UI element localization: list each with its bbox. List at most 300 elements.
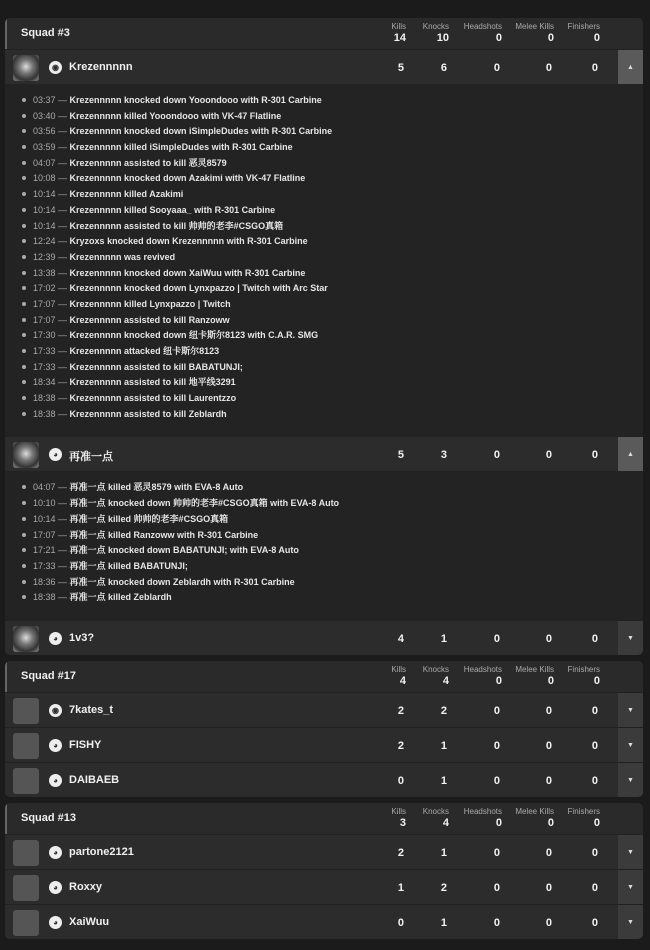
stat-value: 0 <box>493 62 500 74</box>
stat-value: 0 <box>493 846 500 859</box>
player-stats <box>370 870 598 904</box>
squad-stat <box>372 661 406 692</box>
caret-down-icon: ▼ <box>627 848 634 856</box>
collapse-button[interactable] <box>618 50 643 84</box>
stat-value: 0 <box>591 62 598 74</box>
player-stat <box>447 50 500 84</box>
squad-stat <box>406 803 449 834</box>
event-time: 17:33 <box>33 560 56 571</box>
stat-value: 0 <box>397 774 404 787</box>
event-time: 10:10 <box>33 498 56 509</box>
squad-stat <box>554 803 600 834</box>
event-item: 17:33 — 再准一点 killed BABATUNJI; <box>5 561 643 577</box>
player-row[interactable] <box>5 727 643 762</box>
player-stat <box>447 621 500 655</box>
event-text: Krezennnnn assisted to kill Zeblardh <box>69 408 227 419</box>
player-stat <box>370 870 404 904</box>
stat-value: 4 <box>397 632 404 645</box>
player-stat <box>552 621 598 655</box>
squad-stat <box>502 661 554 692</box>
player-row[interactable] <box>5 869 643 904</box>
event-text: 再准一点 killed Ranzoww with R-301 Carbine <box>69 529 259 540</box>
stat-value: 0 <box>493 774 500 787</box>
stat-label: Melee Kills <box>515 664 554 674</box>
event-time: 18:38 <box>33 393 56 404</box>
stat-value: 0 <box>495 674 502 687</box>
event-time: 10:14 <box>33 513 56 524</box>
avatar <box>13 733 39 759</box>
stat-value: 0 <box>591 846 598 859</box>
player-stat <box>500 728 552 762</box>
squad-card <box>5 661 643 797</box>
event-text: Krezennnnn knocked down Yooondooo with R-301 Carbine <box>69 95 322 105</box>
event-text: Krezennnnn assisted to kill BABATUNJI; <box>69 361 243 372</box>
match-squads <box>5 18 643 945</box>
stat-value: 0 <box>591 774 598 787</box>
event-text: Krezennnnn assisted to kill Laurentzzo <box>69 393 237 404</box>
event-text: Krezennnnn knocked down XaiWuu with R-301 Carbine <box>69 267 306 278</box>
player-stat <box>447 905 500 939</box>
event-time: 18:34 <box>33 377 56 388</box>
caret-down-icon: ▼ <box>627 706 634 714</box>
squad-stat <box>449 803 502 834</box>
avatar <box>13 910 39 936</box>
squad-stat <box>449 661 502 692</box>
player-stats <box>370 763 598 797</box>
player-stat <box>447 835 500 869</box>
stat-value: 4 <box>399 674 406 687</box>
squad-stat <box>372 803 406 834</box>
event-item: 12:39 — Krezennnnn was revived <box>5 252 643 268</box>
event-item: 10:10 — 再准一点 knocked down 帅帅的老李#CSGO真箱 with EVA-8 Auto <box>5 498 643 514</box>
player-row[interactable] <box>5 762 643 797</box>
player-row[interactable] <box>5 620 643 655</box>
steam-icon: ◕ <box>49 448 62 461</box>
avatar <box>13 626 39 652</box>
stat-value: 0 <box>545 774 552 787</box>
squad-stats <box>372 18 600 49</box>
stat-value: 2 <box>397 704 404 717</box>
event-item: 10:14 — Krezennnnn killed Sooyaaa_ with R-301 Carbine <box>5 205 643 221</box>
player-name: partone2121 <box>69 845 134 858</box>
expand-button[interactable] <box>618 870 643 904</box>
event-item: 03:59 — Krezennnnn killed iSimpleDudes with R-301 Carbine <box>5 142 643 158</box>
stat-value: 0 <box>547 32 554 44</box>
stat-value: 0 <box>545 704 552 717</box>
player-name: Krezennnnn <box>69 61 133 73</box>
squad-card <box>5 803 643 939</box>
event-item: 17:07 — Krezennnnn killed Lynxpazzo | Twitch <box>5 299 643 315</box>
avatar <box>13 840 39 866</box>
player-row[interactable] <box>5 692 643 727</box>
event-time: 12:24 <box>33 236 56 247</box>
player-stat <box>500 621 552 655</box>
avatar <box>13 55 39 81</box>
stat-value: 3 <box>440 449 447 462</box>
stat-label: Finishers <box>567 22 600 31</box>
stat-label: Knocks <box>422 806 449 816</box>
steam-icon: ◕ <box>49 846 62 859</box>
player-name: DAIBAEB <box>69 773 120 786</box>
event-item: 17:21 — 再准一点 knocked down BABATUNJI; with EVA-8 Auto <box>5 545 643 561</box>
event-time: 10:14 <box>33 204 56 215</box>
event-item: 17:30 — Krezennnnn knocked down 纽卡斯尔8123 with C.A.R. SMG <box>5 330 643 346</box>
player-stats <box>370 728 598 762</box>
event-item: 13:38 — Krezennnnn knocked down XaiWuu with R-301 Carbine <box>5 268 643 284</box>
squad-stat <box>406 18 449 49</box>
player-stat <box>500 437 552 471</box>
caret-up-icon: ▲ <box>627 64 634 71</box>
stat-label: Kills <box>391 22 406 31</box>
event-time: 18:38 <box>33 408 56 419</box>
player-row[interactable] <box>5 436 643 471</box>
event-text: Krezennnnn assisted to kill Ranzoww <box>69 314 230 325</box>
player-stat <box>500 835 552 869</box>
event-item: 10:08 — Krezennnnn knocked down Azakimi with VK-47 Flatline <box>5 173 643 189</box>
event-time: 03:40 <box>33 110 56 121</box>
stat-label: Knocks <box>422 22 449 31</box>
stat-value: 2 <box>440 881 447 894</box>
event-time: 03:56 <box>33 126 56 137</box>
stat-value: 0 <box>593 674 600 687</box>
squad-stats <box>372 661 600 692</box>
stat-value: 0 <box>545 62 552 74</box>
squad-title: Squad #17 <box>21 669 77 682</box>
event-time: 10:14 <box>33 189 56 200</box>
player-row[interactable] <box>5 904 643 939</box>
stat-value: 0 <box>495 816 502 829</box>
event-time: 03:37 <box>33 95 56 105</box>
stat-value: 0 <box>545 846 552 859</box>
stat-value: 1 <box>440 846 447 859</box>
player-stat <box>404 693 447 727</box>
origin-icon: ◉ <box>49 704 62 717</box>
event-text: Krezennnnn knocked down Lynxpazzo | Twitch with Arc Star <box>69 283 328 294</box>
player-stat <box>370 835 404 869</box>
squad-header <box>5 661 643 692</box>
player-stats <box>370 905 598 939</box>
event-time: 17:30 <box>33 330 56 341</box>
player-name: 再准一点 <box>69 451 113 464</box>
player-stat <box>552 905 598 939</box>
event-text: Krezennnnn killed Sooyaaa_ with R-301 Carbine <box>69 204 276 215</box>
event-item: 03:37 — Krezennnnn knocked down Yooondooo with R-301 Carbine <box>5 95 643 111</box>
event-time: 12:39 <box>33 251 56 262</box>
event-item: 17:07 — Krezennnnn assisted to kill Ranzoww <box>5 315 643 331</box>
player-stat <box>500 905 552 939</box>
squad-title: Squad #13 <box>21 811 77 824</box>
event-item: 17:33 — Krezennnnn attacked 纽卡斯尔8123 <box>5 346 643 362</box>
player-stat <box>447 437 500 471</box>
player-name: 1v3? <box>69 631 95 644</box>
player-stat <box>370 763 404 797</box>
stat-label: Kills <box>391 664 406 674</box>
player-stat <box>404 50 447 84</box>
squad-stat <box>554 661 600 692</box>
event-text: 再准一点 knocked down 帅帅的老李#CSGO真箱 with EVA-8 Auto <box>69 498 340 509</box>
player-stat <box>370 728 404 762</box>
event-time: 17:02 <box>33 283 56 294</box>
stat-value: 0 <box>591 632 598 645</box>
event-item: 12:24 — Kryzoxs knocked down Krezennnnn with R-301 Carbine <box>5 236 643 252</box>
expand-button[interactable] <box>618 728 643 762</box>
player-stat <box>404 728 447 762</box>
stat-label: Melee Kills <box>515 22 554 31</box>
stat-value: 3 <box>399 816 406 829</box>
player-stat <box>552 693 598 727</box>
event-time: 17:07 <box>33 298 56 309</box>
event-item: 18:34 — Krezennnnn assisted to kill 地平线3291 <box>5 377 643 393</box>
squad-stat <box>406 661 449 692</box>
squad-header <box>5 18 643 49</box>
player-stat <box>370 693 404 727</box>
event-item: 10:14 — 再准一点 killed 帅帅的老李#CSGO真箱 <box>5 514 643 530</box>
stat-value: 4 <box>442 816 449 829</box>
player-name: FISHY <box>69 738 102 751</box>
event-item: 10:14 — Krezennnnn assisted to kill 帅帅的老李#CSGO真箱 <box>5 221 643 237</box>
player-row[interactable] <box>5 49 643 84</box>
event-time: 17:07 <box>33 529 56 540</box>
stat-label: Knocks <box>422 664 449 674</box>
event-text: Krezennnnn attacked 纽卡斯尔8123 <box>69 346 220 356</box>
stat-value: 0 <box>591 739 598 752</box>
steam-icon: ◕ <box>49 632 62 645</box>
event-log <box>5 471 643 620</box>
stat-value: 0 <box>397 916 404 929</box>
avatar <box>13 875 39 901</box>
player-stat <box>500 763 552 797</box>
collapse-button[interactable] <box>618 437 643 471</box>
player-stat <box>404 763 447 797</box>
event-text: 再准一点 killed 帅帅的老李#CSGO真箱 <box>69 513 229 524</box>
squad-stats <box>372 803 600 834</box>
stat-value: 2 <box>397 739 404 752</box>
event-text: Krezennnnn knocked down iSimpleDudes with R-301 Carbine <box>69 126 333 137</box>
stat-label: Headshots <box>463 806 502 816</box>
stat-value: 0 <box>547 816 554 829</box>
stat-value: 0 <box>493 704 500 717</box>
stat-value: 0 <box>545 449 552 462</box>
event-text: 再准一点 knocked down Zeblardh with R-301 Carbine <box>69 576 295 587</box>
avatar <box>13 698 39 724</box>
event-time: 04:07 <box>33 482 56 493</box>
squad-stat <box>554 18 600 49</box>
steam-icon: ◕ <box>49 739 62 752</box>
stat-value: 0 <box>545 916 552 929</box>
stat-value: 2 <box>440 704 447 717</box>
stat-value: 0 <box>493 632 500 645</box>
stat-value: 1 <box>440 739 447 752</box>
event-item: 03:56 — Krezennnnn knocked down iSimpleDudes with R-301 Carbine <box>5 126 643 142</box>
player-stat <box>552 835 598 869</box>
event-text: 再准一点 killed Zeblardh <box>69 592 172 603</box>
stat-value: 0 <box>545 881 552 894</box>
event-time: 04:07 <box>33 157 56 168</box>
event-item: 04:07 — Krezennnnn assisted to kill 恶灵8579 <box>5 158 643 174</box>
player-stats <box>370 50 598 84</box>
stat-value: 0 <box>493 881 500 894</box>
player-stat <box>370 437 404 471</box>
stat-label: Finishers <box>567 806 600 816</box>
expand-button[interactable] <box>618 693 643 727</box>
event-item: 17:07 — 再准一点 killed Ranzoww with R-301 Carbine <box>5 530 643 546</box>
event-text: 再准一点 killed BABATUNJI; <box>69 560 188 571</box>
player-stat <box>447 763 500 797</box>
expand-button[interactable] <box>618 905 643 939</box>
event-item: 18:38 — 再准一点 killed Zeblardh <box>5 592 643 608</box>
event-time: 10:14 <box>33 220 56 231</box>
stat-value: 0 <box>591 916 598 929</box>
player-stat <box>500 50 552 84</box>
stat-value: 0 <box>493 449 500 462</box>
event-time: 17:21 <box>33 545 56 556</box>
player-row[interactable] <box>5 834 643 869</box>
event-text: Krezennnnn knocked down 纽卡斯尔8123 with C.A.R. SMG <box>69 330 319 341</box>
player-stat <box>404 621 447 655</box>
expand-button[interactable] <box>618 763 643 797</box>
stat-value: 0 <box>545 739 552 752</box>
player-stat <box>552 437 598 471</box>
stat-value: 0 <box>593 32 600 44</box>
stat-value: 1 <box>440 632 447 645</box>
event-time: 18:36 <box>33 576 56 587</box>
player-stat <box>370 50 404 84</box>
caret-down-icon: ▼ <box>627 776 634 784</box>
event-text: Krezennnnn was revived <box>69 251 176 262</box>
squad-card <box>5 18 643 655</box>
player-stat <box>552 870 598 904</box>
event-text: 再准一点 knocked down BABATUNJI; with EVA-8 Auto <box>69 545 299 556</box>
stat-value: 2 <box>397 846 404 859</box>
avatar <box>13 768 39 794</box>
stat-value: 5 <box>397 449 404 462</box>
squad-stat <box>449 18 502 49</box>
caret-down-icon: ▼ <box>627 634 634 642</box>
player-stat <box>500 870 552 904</box>
caret-down-icon: ▼ <box>627 883 634 891</box>
event-time: 17:07 <box>33 314 56 325</box>
event-item: 18:38 — Krezennnnn assisted to kill Laurentzzo <box>5 393 643 409</box>
player-stat <box>404 870 447 904</box>
avatar <box>13 442 39 468</box>
event-item: 10:14 — Krezennnnn killed Azakimi <box>5 189 643 205</box>
event-item: 04:07 — 再准一点 killed 恶灵8579 with EVA-8 Auto <box>5 482 643 498</box>
event-text: Kryzoxs knocked down Krezennnnn with R-301 Carbine <box>69 236 308 247</box>
player-stats <box>370 835 598 869</box>
player-name: XaiWuu <box>69 915 110 928</box>
player-stat <box>552 50 598 84</box>
event-text: Krezennnnn killed iSimpleDudes with R-301 Carbine <box>69 142 293 153</box>
player-stats <box>370 693 598 727</box>
event-item: 18:36 — 再准一点 knocked down Zeblardh with R-301 Carbine <box>5 577 643 593</box>
player-stat <box>404 437 447 471</box>
event-time: 17:33 <box>33 361 56 372</box>
caret-up-icon: ▲ <box>627 451 634 459</box>
event-text: Krezennnnn assisted to kill 帅帅的老李#CSGO真箱 <box>69 220 284 231</box>
event-item: 17:33 — Krezennnnn assisted to kill BABATUNJI; <box>5 362 643 378</box>
squad-header <box>5 803 643 834</box>
player-stat <box>500 693 552 727</box>
event-time: 18:38 <box>33 592 56 603</box>
stat-value: 0 <box>547 674 554 687</box>
event-item: 18:38 — Krezennnnn assisted to kill Zeblardh <box>5 409 643 425</box>
player-stat <box>404 905 447 939</box>
stat-value: 1 <box>397 881 404 894</box>
squad-title: Squad #3 <box>21 27 70 39</box>
squad-stat <box>502 18 554 49</box>
stat-label: Melee Kills <box>515 806 554 816</box>
caret-down-icon: ▼ <box>627 741 634 749</box>
caret-down-icon: ▼ <box>627 918 634 926</box>
player-stats <box>370 437 598 471</box>
stat-value: 0 <box>495 32 502 44</box>
event-item: 03:40 — Krezennnnn killed Yooondooo with VK-47 Flatline <box>5 111 643 127</box>
squad-stat <box>372 18 406 49</box>
event-text: Krezennnnn assisted to kill 地平线3291 <box>69 377 236 388</box>
stat-label: Kills <box>391 806 406 816</box>
event-text: Krezennnnn knocked down Azakimi with VK-47 Flatline <box>69 173 306 184</box>
stat-value: 0 <box>545 632 552 645</box>
stat-value: 10 <box>436 32 449 44</box>
expand-button[interactable] <box>618 835 643 869</box>
stat-value: 0 <box>493 916 500 929</box>
stat-label: Headshots <box>463 22 502 31</box>
player-stat <box>370 621 404 655</box>
event-time: 03:59 <box>33 142 56 153</box>
stat-value: 1 <box>440 774 447 787</box>
event-text: Krezennnnn killed Lynxpazzo | Twitch <box>69 298 231 309</box>
event-text: 再准一点 killed 恶灵8579 with EVA-8 Auto <box>69 482 244 493</box>
squad-stat <box>502 803 554 834</box>
player-stat <box>447 870 500 904</box>
player-stats <box>370 621 598 655</box>
event-time: 10:08 <box>33 173 56 184</box>
stat-value: 1 <box>440 916 447 929</box>
stat-label: Headshots <box>463 664 502 674</box>
player-name: 7kates_t <box>69 703 114 716</box>
steam-icon: ◕ <box>49 881 62 894</box>
steam-icon: ◕ <box>49 774 62 787</box>
stat-label: Finishers <box>567 664 600 674</box>
stat-value: 0 <box>591 704 598 717</box>
origin-icon: ◉ <box>49 61 62 74</box>
player-stat <box>447 693 500 727</box>
player-stat <box>370 905 404 939</box>
stat-value: 14 <box>393 32 406 44</box>
player-stat <box>552 728 598 762</box>
event-time: 17:33 <box>33 346 56 356</box>
player-stat <box>447 728 500 762</box>
event-item: 17:02 — Krezennnnn knocked down Lynxpazzo | Twitch with Arc Star <box>5 283 643 299</box>
stat-value: 5 <box>397 62 404 74</box>
stat-value: 4 <box>442 674 449 687</box>
stat-value: 0 <box>591 881 598 894</box>
event-time: 13:38 <box>33 267 56 278</box>
player-stat <box>552 763 598 797</box>
steam-icon: ◕ <box>49 916 62 929</box>
player-stat <box>404 835 447 869</box>
stat-value: 0 <box>493 739 500 752</box>
player-name: Roxxy <box>69 880 103 893</box>
event-text: Krezennnnn assisted to kill 恶灵8579 <box>69 157 227 168</box>
event-text: Krezennnnn killed Azakimi <box>69 189 184 200</box>
event-text: Krezennnnn killed Yooondooo with VK-47 Flatline <box>69 110 282 121</box>
stat-value: 0 <box>591 449 598 462</box>
stat-value: 0 <box>593 816 600 829</box>
expand-button[interactable] <box>618 621 643 655</box>
event-log <box>5 84 643 436</box>
stat-value: 6 <box>440 62 447 74</box>
